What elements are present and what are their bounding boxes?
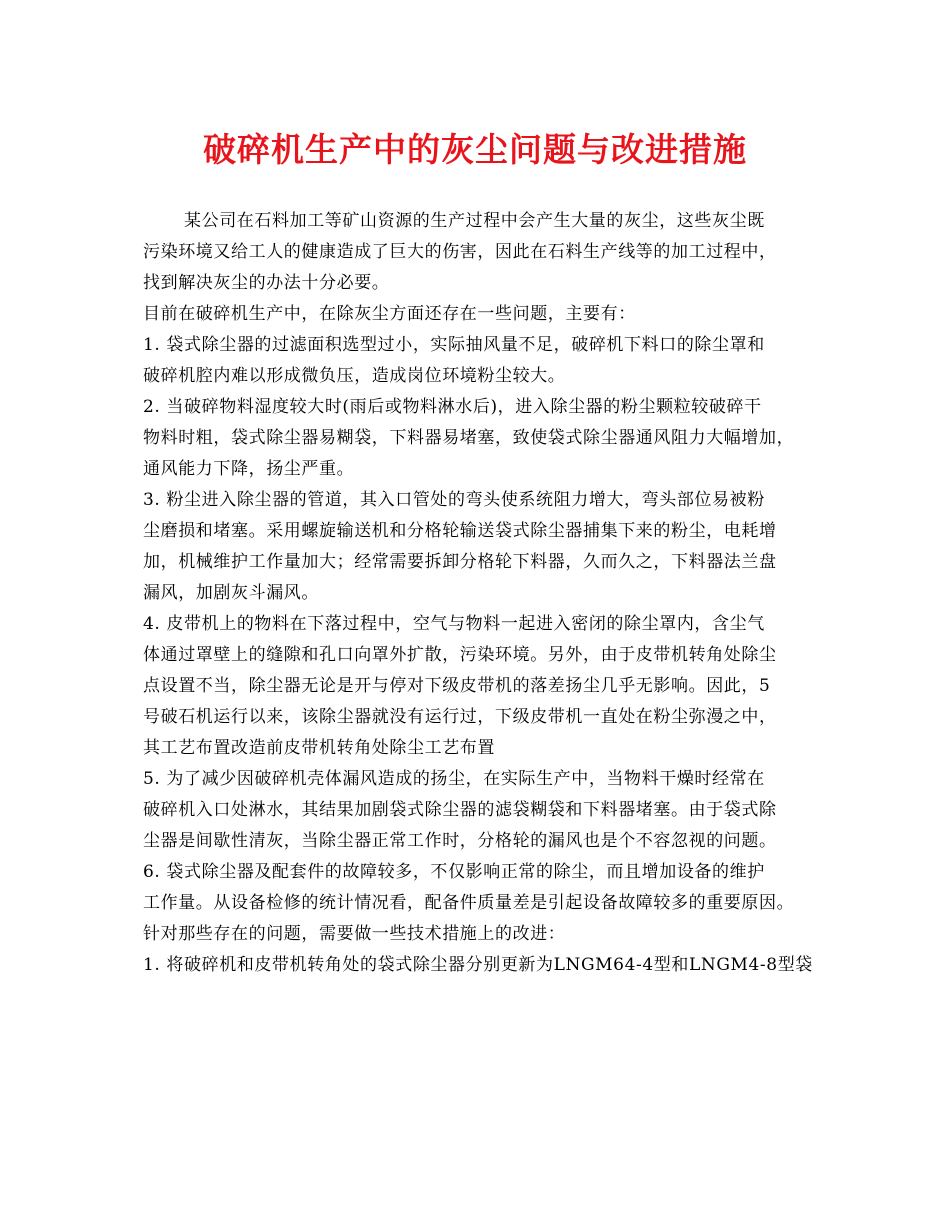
list-item-line: 1. 将破碎机和皮带机转角处的袋式除尘器分别更新为LNGM64-4型和LNGM4-8型袋 (143, 955, 813, 975)
list-item-line: 破碎机入口处淋水，其结果加剧袋式除尘器的滤袋糊袋和下料器堵塞。由于袋式除 (143, 800, 777, 820)
list-item-line: 3. 粉尘进入除尘器的管道，其入口管处的弯头使系统阻力增大，弯头部位易被粉 (143, 490, 765, 510)
document-title: 破碎机生产中的灰尘问题与改进措施 (203, 130, 747, 169)
list-item-line: 漏风，加剧灰斗漏风。 (143, 583, 319, 603)
paragraph-line: 某公司在石料加工等矿山资源的生产过程中会产生大量的灰尘，这些灰尘既 (184, 211, 765, 231)
paragraph-line: 污染环境又给工人的健康造成了巨大的伤害，因此在石料生产线等的加工过程中， (143, 242, 777, 262)
list-item-line: 点设置不当，除尘器无论是开与停对下级皮带机的落差扬尘几乎无影响。因此，5 (143, 676, 771, 696)
paragraph-line: 找到解决灰尘的办法十分必要。 (143, 273, 390, 293)
list-item-line: 6. 袋式除尘器及配套件的故障较多，不仅影响正常的除尘，而且增加设备的维护 (143, 862, 765, 882)
list-item-line: 1. 袋式除尘器的过滤面积选型过小，实际抽风量不足，破碎机下料口的除尘罩和 (143, 335, 765, 355)
list-item-line: 加，机械维护工作量加大；经常需要拆卸分格轮下料器，久而久之，下料器法兰盘 (143, 552, 777, 572)
document-body (143, 206, 843, 981)
list-item-line: 5. 为了减少因破碎机壳体漏风造成的扬尘，在实际生产中，当物料干燥时经常在 (143, 769, 765, 789)
list-item-line: 4. 皮带机上的物料在下落过程中，空气与物料一起进入密闭的除尘罩内，含尘气 (143, 614, 765, 634)
paragraph-line: 针对那些存在的问题，需要做一些技术措施上的改进： (143, 924, 566, 944)
list-item-line: 工作量。从设备检修的统计情况看，配备件质量差是引起设备故障较多的重要原因。 (143, 893, 795, 913)
list-item-line: 号破石机运行以来，该除尘器就没有运行过，下级皮带机一直处在粉尘弥漫之中， (143, 707, 777, 727)
list-item-line: 物料时粗，袋式除尘器易糊袋，下料器易堵塞，致使袋式除尘器通风阻力大幅增加， (143, 428, 795, 448)
paragraph-line: 目前在破碎机生产中，在除灰尘方面还存在一些问题，主要有： (143, 304, 636, 324)
list-item-line: 2. 当破碎物料湿度较大时(雨后或物料淋水后)，进入除尘器的粉尘颗粒较破碎干 (143, 397, 762, 417)
list-item-line: 其工艺布置改造前皮带机转角处除尘工艺布置 (143, 738, 495, 758)
list-item-line: 体通过罩壁上的缝隙和孔口向罩外扩散，污染环境。另外，由于皮带机转角处除尘 (143, 645, 777, 665)
list-item-line: 破碎机腔内难以形成微负压，造成岗位环境粉尘较大。 (143, 366, 566, 386)
list-item-line: 尘器是间歇性清灰，当除尘器正常工作时，分格轮的漏风也是个不容忽视的问题。 (143, 831, 777, 851)
list-item-line: 通风能力下降，扬尘严重。 (143, 459, 355, 479)
list-item-line: 尘磨损和堵塞。采用螺旋输送机和分格轮输送袋式除尘器捕集下来的粉尘，电耗增 (143, 521, 777, 541)
